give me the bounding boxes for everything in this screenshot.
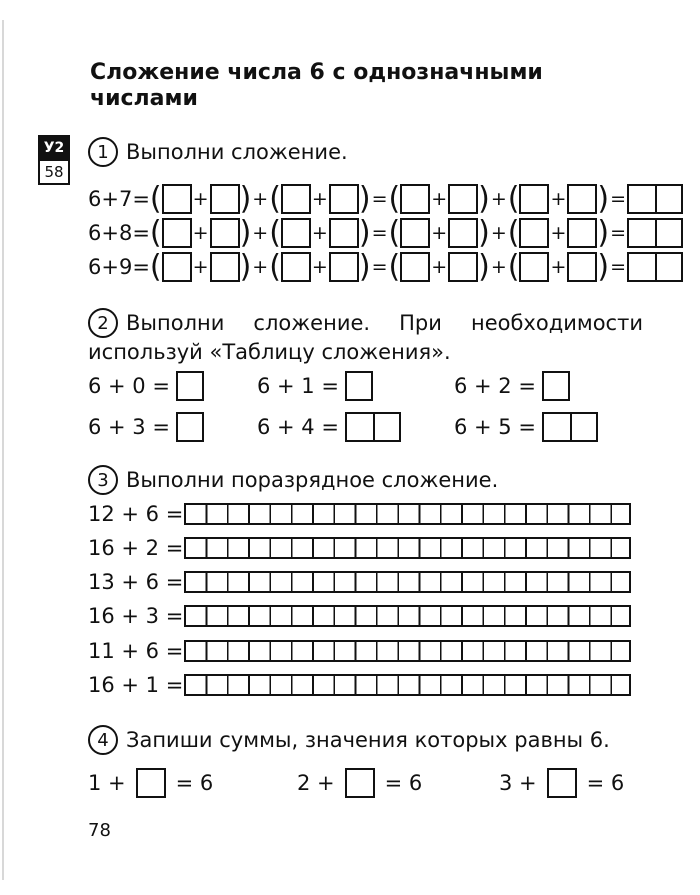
task1-text: Выполни сложение. (126, 140, 348, 164)
task4-equation (499, 768, 624, 798)
answer-box[interactable] (345, 371, 373, 401)
answer-box[interactable] (329, 184, 359, 214)
answer-box[interactable] (281, 218, 311, 248)
answer-cells[interactable] (184, 537, 631, 559)
answer-box[interactable] (329, 252, 359, 282)
answer-box[interactable] (210, 184, 240, 214)
answer-box[interactable] (136, 768, 166, 798)
task2-expr: 6 + 1 = (257, 374, 339, 398)
answer-box[interactable] (176, 412, 204, 442)
badge-top: У2 (40, 137, 68, 159)
task3-row (88, 570, 631, 594)
answer-box[interactable] (542, 371, 570, 401)
answer-box[interactable] (281, 252, 311, 282)
task3-row (88, 502, 631, 526)
answer-box[interactable] (400, 218, 430, 248)
task2-equation (88, 412, 204, 442)
task2-number: 2 (88, 308, 118, 338)
task4-equation (88, 768, 213, 798)
task3-row (88, 639, 631, 663)
answer-box[interactable] (281, 184, 311, 214)
answer-cells[interactable] (184, 503, 631, 525)
answer-box[interactable] (567, 218, 597, 248)
task4-equation (297, 768, 422, 798)
answer-box[interactable] (345, 412, 401, 442)
answer-box[interactable] (162, 252, 192, 282)
answer-cells[interactable] (184, 640, 631, 662)
result-box[interactable] (627, 218, 683, 248)
badge-bottom: 58 (40, 159, 68, 183)
task3-text: Выполни поразрядное сложение. (126, 468, 499, 492)
task4-left: 1 + (88, 771, 126, 795)
task2-expr: 6 + 0 = (88, 374, 170, 398)
answer-box[interactable] (567, 184, 597, 214)
task1-expr: 6+8= (88, 221, 150, 245)
answer-box[interactable] (162, 218, 192, 248)
answer-box[interactable] (519, 218, 549, 248)
answer-box[interactable] (448, 184, 478, 214)
task3-expr: 16 + 2 = (88, 536, 184, 560)
answer-box[interactable] (542, 412, 598, 442)
task2-equation (257, 412, 401, 442)
answer-box[interactable] (176, 371, 204, 401)
task4-left: 3 + (499, 771, 537, 795)
answer-box[interactable] (448, 252, 478, 282)
task4-right: = 6 (586, 771, 625, 795)
task1-expr: 6+7= (88, 187, 150, 211)
task4-right: = 6 (175, 771, 214, 795)
task1-row: 6+7= ( + ) + ( + ) = ( + ) + ( + ) = (88, 182, 683, 216)
task2-expr: 6 + 4 = (257, 415, 339, 439)
answer-box[interactable] (329, 218, 359, 248)
task2-expr: 6 + 5 = (454, 415, 536, 439)
task4-header (88, 725, 610, 755)
answer-box[interactable] (345, 768, 375, 798)
task4-right: = 6 (384, 771, 423, 795)
task2-header (88, 308, 643, 338)
answer-box[interactable] (567, 252, 597, 282)
section-badge (38, 135, 70, 185)
task3-number: 3 (88, 465, 118, 495)
result-box[interactable] (627, 252, 683, 282)
task2-expr: 6 + 2 = (454, 374, 536, 398)
answer-box[interactable] (162, 184, 192, 214)
task3-expr: 13 + 6 = (88, 570, 184, 594)
task4-text: Запиши суммы, значения которых равны 6. (126, 728, 610, 752)
task2-equation (88, 371, 204, 401)
task4-left: 2 + (297, 771, 335, 795)
result-box[interactable] (627, 184, 683, 214)
task1-row: 6+8= ( + ) + ( + ) = ( + ) + ( + ) = (88, 216, 683, 250)
task1-row: 6+9= ( + ) + ( + ) = ( + ) + ( + ) = (88, 250, 683, 284)
task2-text-line1: Выполни сложение. При необходимости (126, 311, 643, 335)
task2-expr: 6 + 3 = (88, 415, 170, 439)
answer-box[interactable] (210, 252, 240, 282)
task1-header (88, 137, 348, 167)
task1-expr: 6+9= (88, 255, 150, 279)
answer-box[interactable] (519, 184, 549, 214)
task3-expr: 11 + 6 = (88, 639, 184, 663)
answer-cells[interactable] (184, 674, 631, 696)
task3-expr: 12 + 6 = (88, 502, 184, 526)
answer-box[interactable] (547, 768, 577, 798)
task2-equation (257, 371, 373, 401)
task3-expr: 16 + 3 = (88, 604, 184, 628)
task3-expr: 16 + 1 = (88, 673, 184, 697)
answer-box[interactable] (448, 218, 478, 248)
answer-cells[interactable] (184, 571, 631, 593)
answer-box[interactable] (210, 218, 240, 248)
task3-row (88, 536, 631, 560)
answer-box[interactable] (519, 252, 549, 282)
page-edge (2, 20, 4, 880)
task3-row (88, 604, 631, 628)
task3-row (88, 673, 631, 697)
task3-header (88, 465, 498, 495)
task2-text-line2: используй «Таблицу сложения». (88, 340, 451, 364)
answer-box[interactable] (400, 184, 430, 214)
task1-number: 1 (88, 137, 118, 167)
page-number: 78 (88, 820, 111, 841)
answer-cells[interactable] (184, 605, 631, 627)
page-title: Сложение числа 6 с однозначными числами (90, 60, 543, 111)
task4-number: 4 (88, 725, 118, 755)
task2-equation (454, 371, 570, 401)
answer-box[interactable] (400, 252, 430, 282)
task2-equation (454, 412, 598, 442)
